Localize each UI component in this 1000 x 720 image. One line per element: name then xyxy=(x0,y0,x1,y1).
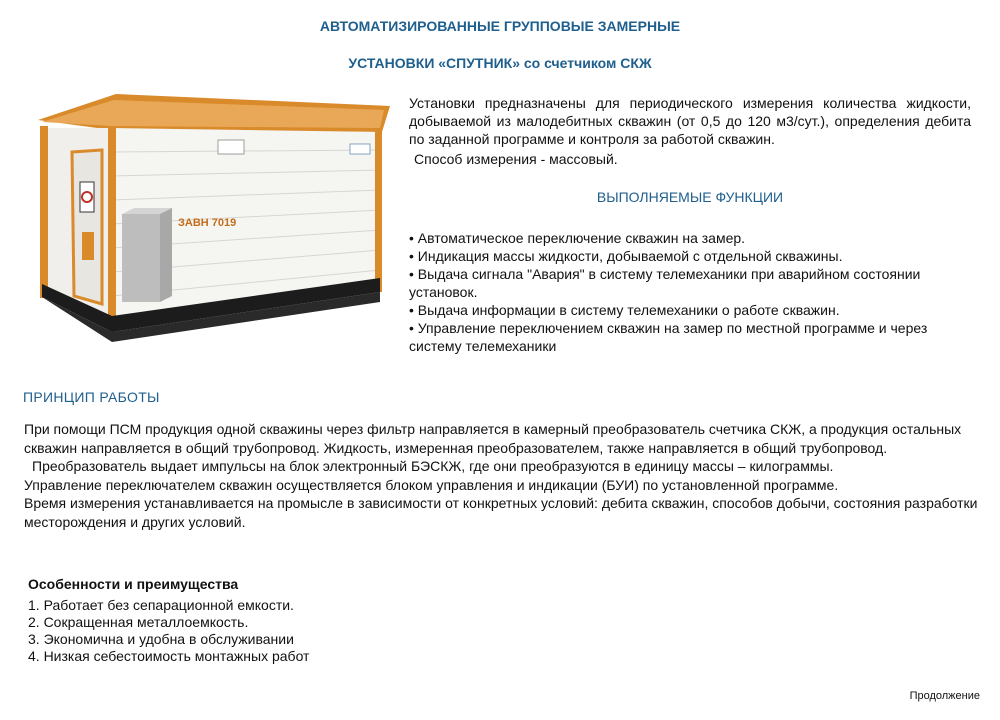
function-item: • Управление переключением скважин на замер по местной программе и через систему телемеханики xyxy=(409,319,979,355)
function-item: • Выдача сигнала "Авария" в систему телемеханики при аварийном состоянии установок. xyxy=(409,265,979,301)
function-item: • Автоматическое переключение скважин на замер. xyxy=(409,229,979,247)
principle-paragraph-1: При помощи ПСМ продукция одной скважины через фильтр направляется в камерный преобразователь счетчика СКЖ, а продукция остальных скважин направляется в общий трубопровод. Жидкость, измеренная преобразователем, также направляется в общий трубопровод. xyxy=(24,421,962,456)
features-list xyxy=(28,597,309,665)
functions-list xyxy=(409,229,979,355)
intro-paragraph-1: Установки предназначены для периодического измерения количества жидкости, добываемой из малодебитных скважин (от 0,5 до 120 м3/сут.), определения дебита по заданной программе и контроля за работой скважин. xyxy=(409,95,971,147)
principle-paragraph-3: Управление переключателем скважин осуществляется блоком управления и индикации (БУИ) по установленной программе. xyxy=(24,476,839,493)
principle-paragraph-4: Время измерения устанавливается на промысле в зависимости от конкретных условий: дебита скважин, способов добычи, состояния разработки месторождения и других условий. xyxy=(24,495,978,530)
functions-heading: ВЫПОЛНЯЕМЫЕ ФУНКЦИИ xyxy=(596,189,784,205)
intro-text xyxy=(409,94,971,168)
svg-text:ЗАВН 7019: ЗАВН 7019 xyxy=(178,217,237,229)
feature-item: 4. Низкая себестоимость монтажных работ xyxy=(28,648,310,664)
title-line-1: АВТОМАТИЗИРОВАННЫЕ ГРУППОВЫЕ ЗАМЕРНЫЕ xyxy=(319,18,681,34)
function-item: • Индикация массы жидкости, добываемой с отдельной скважины. xyxy=(409,247,979,265)
principle-text xyxy=(24,420,979,531)
function-item: • Выдача информации в систему телемеханики о работе скважин. xyxy=(409,301,979,319)
feature-item: 3. Экономична и удобна в обслуживании xyxy=(28,631,294,647)
feature-item: 1. Работает без сепарационной емкости. xyxy=(28,597,294,613)
intro-paragraph-2: Способ измерения - массовый. xyxy=(414,151,618,167)
installation-photo xyxy=(28,92,398,357)
principle-heading: ПРИНЦИП РАБОТЫ xyxy=(23,389,160,405)
principle-paragraph-2: Преобразователь выдает импульсы на блок электронный БЭСКЖ, где они преобразуются в единицу массы – килограммы. xyxy=(32,458,834,474)
continuation-label: Продолжение xyxy=(909,690,980,702)
features-heading: Особенности и преимущества xyxy=(28,576,239,592)
feature-item: 2. Сокращенная металлоемкость. xyxy=(28,614,249,630)
title-line-2: УСТАНОВКИ «СПУТНИК» со счетчиком СКЖ xyxy=(348,55,652,71)
